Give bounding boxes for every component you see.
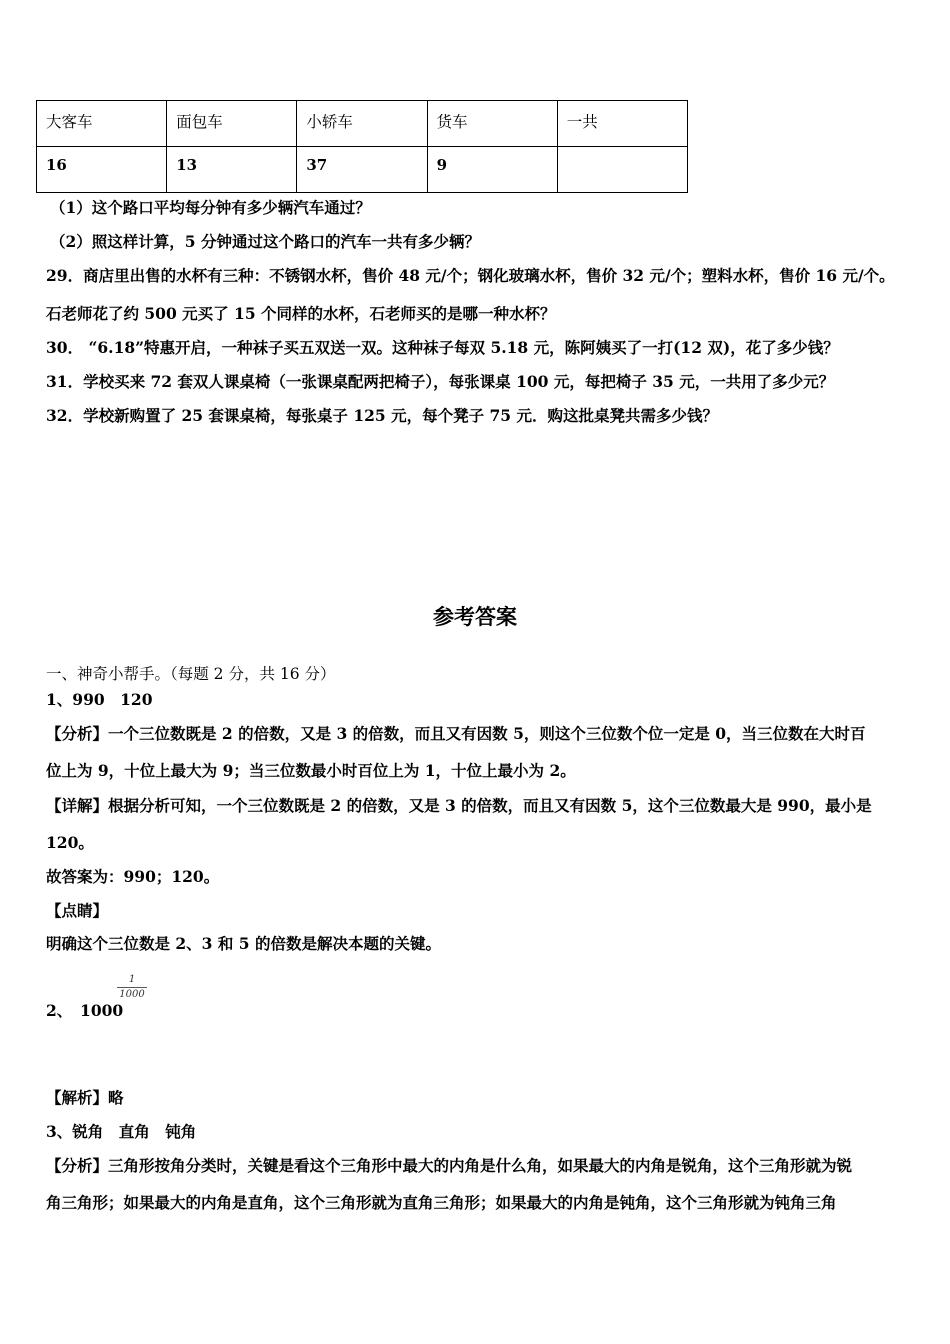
answer-1-analysis-cont: 位上为 9，十位上最大为 9；当三位数最小时百位上为 1，十位上最小为 2。 [46, 761, 576, 780]
question-32: 32．学校新购置了 25 套课桌椅，每张桌子 125 元，每个凳子 75 元．购这批桌凳共需多少钱？ [46, 406, 718, 425]
answer-1-point: 明确这个三位数是 2、3 和 5 的倍数是解决本题的关键。 [46, 934, 441, 953]
analysis-text: 三角形按角分类时，关键是看这个三角形中最大的内角是什么角，如果最大的内角是锐角，这个三角形就为锐 [108, 1156, 853, 1175]
table-header-cell: 大客车 [37, 101, 167, 147]
fraction-bar [117, 987, 147, 988]
detail-label: 【详解】 [46, 796, 109, 815]
answer-1-final: 故答案为：990；120。 [46, 867, 220, 886]
question-29-line-1: 29．商店里出售的水杯有三种：不锈钢水杯，售价 48 元/个；钢化玻璃水杯，售价 32 元/个；塑料水杯，售价 16 元/个。 [46, 266, 895, 285]
table-header-cell: 货车 [427, 101, 557, 147]
answer-1: 1、990 120 [46, 690, 153, 709]
detail-text: 根据分析可知，一个三位数既是 2 的倍数，又是 3 的倍数，而且又有因数 5，这个三位数最大是 990，最小是 [108, 796, 872, 815]
analysis-label: 【分析】 [46, 1156, 109, 1175]
table-header-cell: 面包车 [167, 101, 297, 147]
table-cell: 16 [37, 147, 167, 193]
table-header-cell: 小轿车 [297, 101, 427, 147]
analysis-text: 略 [108, 1088, 124, 1107]
answer-2-analysis [46, 1087, 124, 1109]
vehicle-count-table [36, 100, 688, 193]
table-row [37, 147, 688, 193]
answer-2: 2、 1000 [46, 1001, 124, 1020]
answer-3-analysis [46, 1155, 852, 1177]
question-2: （2）照这样计算，5 分钟通过这个路口的汽车一共有多少辆？ [50, 232, 480, 251]
answer-3-analysis-cont: 角三角形；如果最大的内角是直角，这个三角形就为直角三角形；如果最大的内角是钝角，这个三角形就为钝角三角 [46, 1193, 837, 1212]
answer-1-detail-cont: 120。 [46, 833, 94, 852]
analysis-label: 【分析】 [46, 724, 109, 743]
table-cell: 13 [167, 147, 297, 193]
answer-3: 3、锐角 直角 钝角 [46, 1122, 197, 1141]
question-1: （1）这个路口平均每分钟有多少辆汽车通过？ [50, 198, 371, 217]
question-30: 30． “6.18”特惠开启，一种袜子买五双送一双。这种袜子每双 5.18 元，陈阿姨买了一打(12 双)，花了多少钱？ [46, 338, 839, 357]
table-header-row [37, 101, 688, 147]
answer-1-point-label: 【点睛】 [46, 901, 109, 920]
question-29-line-2: 石老师花了约 500 元买了 15 个同样的水杯，石老师买的是哪一种水杯？ [46, 304, 556, 323]
analysis-text: 一个三位数既是 2 的倍数，又是 3 的倍数，而且又有因数 5，则这个三位数个位一定是 0，当三位数在大时百 [108, 724, 866, 743]
answers-title: 参考答案 [433, 605, 517, 629]
analysis-label: 【解析】 [46, 1088, 109, 1107]
section-heading: 一、神奇小帮手。（每题 2 分，共 16 分） [46, 665, 336, 683]
table-cell: 37 [297, 147, 427, 193]
answer-1-analysis [46, 723, 866, 745]
table-header-cell: 一共 [557, 101, 687, 147]
fraction-numerator: 1 [128, 974, 136, 985]
fraction-denominator: 1000 [119, 989, 145, 1000]
fraction-image [117, 974, 147, 1001]
answer-1-detail [46, 795, 872, 817]
table-cell: 9 [427, 147, 557, 193]
question-31: 31．学校买来 72 套双人课桌椅（一张课桌配两把椅子），每张课桌 100 元，每把椅子 35 元，一共用了多少元？ [46, 372, 835, 391]
table-cell [557, 147, 687, 193]
